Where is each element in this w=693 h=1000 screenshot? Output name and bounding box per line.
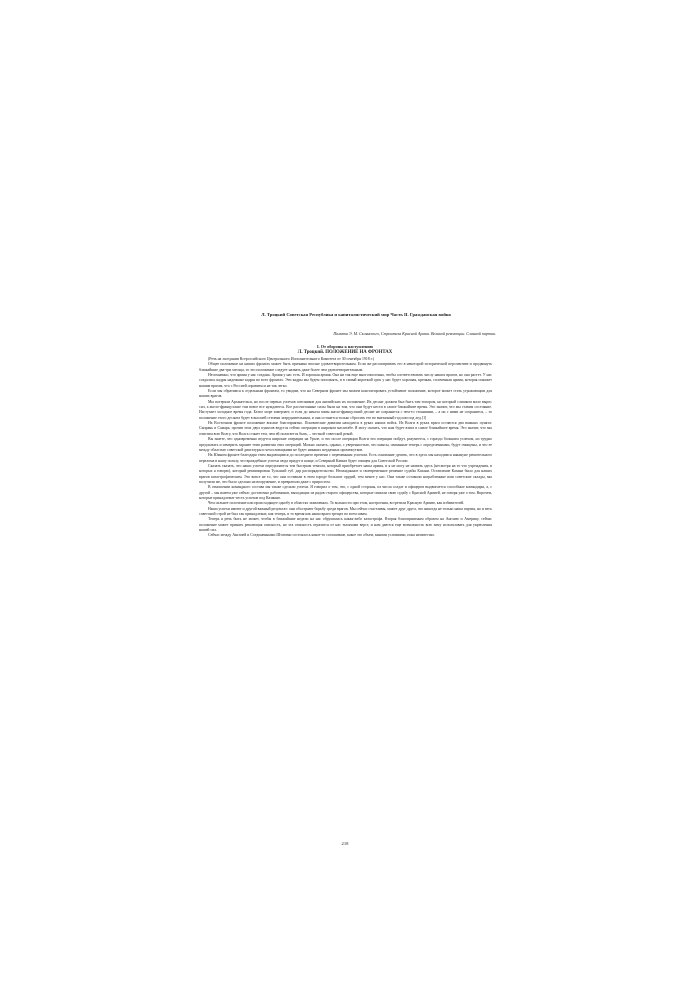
paragraph: Вы знаете, что одновременно ведутся широкие операции на Урале, и что после операции Волги эти операции пойдут, разумеется, с гораздо большим успехом, но трудно предсказать и измерить заранее темп развития этих операций. Можно сказать, однако, с уверенностью, что шансы, связанные теперь с определенными, будут очищены, и что ее между областью советской диктатуры и чехословацкими не будет никаких неудачных промежутков.: [199, 437, 492, 452]
paragraph: Несомненно, что армия у нас создана. Армия у нас есть. И хорошая армия. Она ни так еще многочисленна, чтобы соответствовать числу наших врагов, но она растет. У нас создались кадры надежные кадры во всех фронтах. Эти кадры мы будем пополнять, и в самый короткий срок у нас будет хорошая, крепкая, сплоченная армия, которая покажет нашим врагам, что с Россией справиться не так легко.: [199, 373, 492, 388]
epigraph: Памяти Э. М. Склянского, Строителя Красной Армии. Великой революции. Славной партии.: [333, 331, 496, 336]
paragraph: На Восточном фронте положение вполне благоприятно. Псковитские дивизии находятся в руках наших войск. Из Волги в руках врага остаются два важных пункта: Сызрань и Самара, против этих двух пунктов ведутся сейчас операции в широком масштабе. Я могу сказать, что нам будет взята в самое ближайшее время. Это значит, что мы очистим всю Волгу, что Волга станет тем, чем ей полагается быть, – честной советской рекой.: [199, 421, 492, 436]
article-title: Л. Троцкий. ПОЛОЖЕНИЕ НА ФРОНТАХ: [297, 350, 393, 355]
paragraph: Наши успехи имеют и другой важный результат: они обостряют борьбу среди врагов. Мы сейчас счастливы, может друг друга, что никогда не только наша партия, но и весь советский строй не был так принадлежат, как теперь, и то время как наши враги трещат по всем швам.: [199, 506, 492, 516]
page-number: 218: [341, 841, 349, 846]
running-header: Л. Троцкий Советская Республика и капиталистический мир Часть II. Гражданская война: [261, 312, 451, 317]
paragraph: (Речь на заседании Всероссийского Центрального Исполнительного Комитета от 30 сентября 1918 г.): [208, 357, 375, 361]
paragraph: Чем сильнее сплочение или происходящее однобу в областях захваченых. То вольности при этом, настроения, встретили Красную Армию, как избавителей.: [208, 501, 465, 506]
paragraph: Мы потеряли Архангельск, но после первых успехов союзников для английских их положение. Их десант должен был быть там топором, но который слишком мало вырос сил, а англо-французские там вовсе все нуждаются. Все рассчитанные силы были на том, что они будут нести в самое ближайшее время. Это значит, что мы ставим состояние. Наступает холодное время года. Белое море замерзает, и если до начала зимы англо-французский десант не сохранится с чем-то стояниями, – а он с ними не сохранится, – то положение этого десанта будет в высшей степени затруднительным, и она останется только сбросить его во внезапный год или под лед.[1]: [199, 399, 492, 420]
paragraph: Теперь я речь быть не может, чтобы в ближайшие недели на нас обрушилась какая-либо катастрофа. Вторая благоприятным образом на Англию и Америку, сейчас положение может принять решающая опасность, но эта опасность отразится от нас тысячами верст, и нам даются еще возможность всю зиму использовать для укрепления нашей сил.: [199, 517, 492, 532]
paragraph: Сказать сказать, что наши успехи определяются тем быстрым темпом, который приобретает наша армия, и я не могу не назвать здесь (несмотря на то что учреждения, в которых я говорю), который реквизирован Тульский губ. дар распорядительство. Неожиданное и своевременное решение судьбы Казани. Оставление Казани было для наших врагов катастрофическим. Это вовсе не то, что они оставили в этом городе большое орудий, тем менее у нас. Они также оставили награбленные ими советские склады, мы получили же, что было сделано на вооружение, и превратили даже с приростом.: [199, 463, 492, 484]
paragraph: Общее положение на наших фронтах может быть признано вполне удовлетворительным. Если же рассматривать его в некоторой исторической перспективе и продвинуть ближайшие два-три месяца, то это положение следует назвать даже более чем удовлетворительным.: [199, 362, 492, 372]
paragraph: На Южном фронте благодаря этим выдающимся до последнего времени с переменным успехом. Есть основание думать, что в здесь мы находимся накануне решительного перелома в нашу пользу, что враждебные успехи сюда придут в конце, и Северный Кавказ будет очищен для Советской России.: [199, 453, 492, 463]
body-text: [199, 357, 492, 539]
section-title: I. От обороны к наступлению: [316, 344, 374, 349]
paragraph: Если мы обратимся к отдельным фронтам, то увидим, что на Северном фронте мы можем констатировать устойчивое положение, которое может стать угрожающим для наших врагов.: [199, 389, 492, 399]
paragraph: Сейчас между Англией и Соединенными Штатами состоялось какое-то соглашение, какое это объем, какими условиями, пока неизвестно.: [208, 533, 436, 538]
paragraph: В отношении командного состава мы также сделали успехи. Я говорил о том, что, с одной стороны, из числа солдат и офицеров выдвигается способные командиры, а, с другой – мы имеем уже сейчас достаточно работников, выходящих из рядов старого офицерства, которые связали свою судьбу с Красной Армией, не говоря уже о том. Впрочем, которые принадлежат честь успехов под Казанью.: [199, 485, 492, 500]
